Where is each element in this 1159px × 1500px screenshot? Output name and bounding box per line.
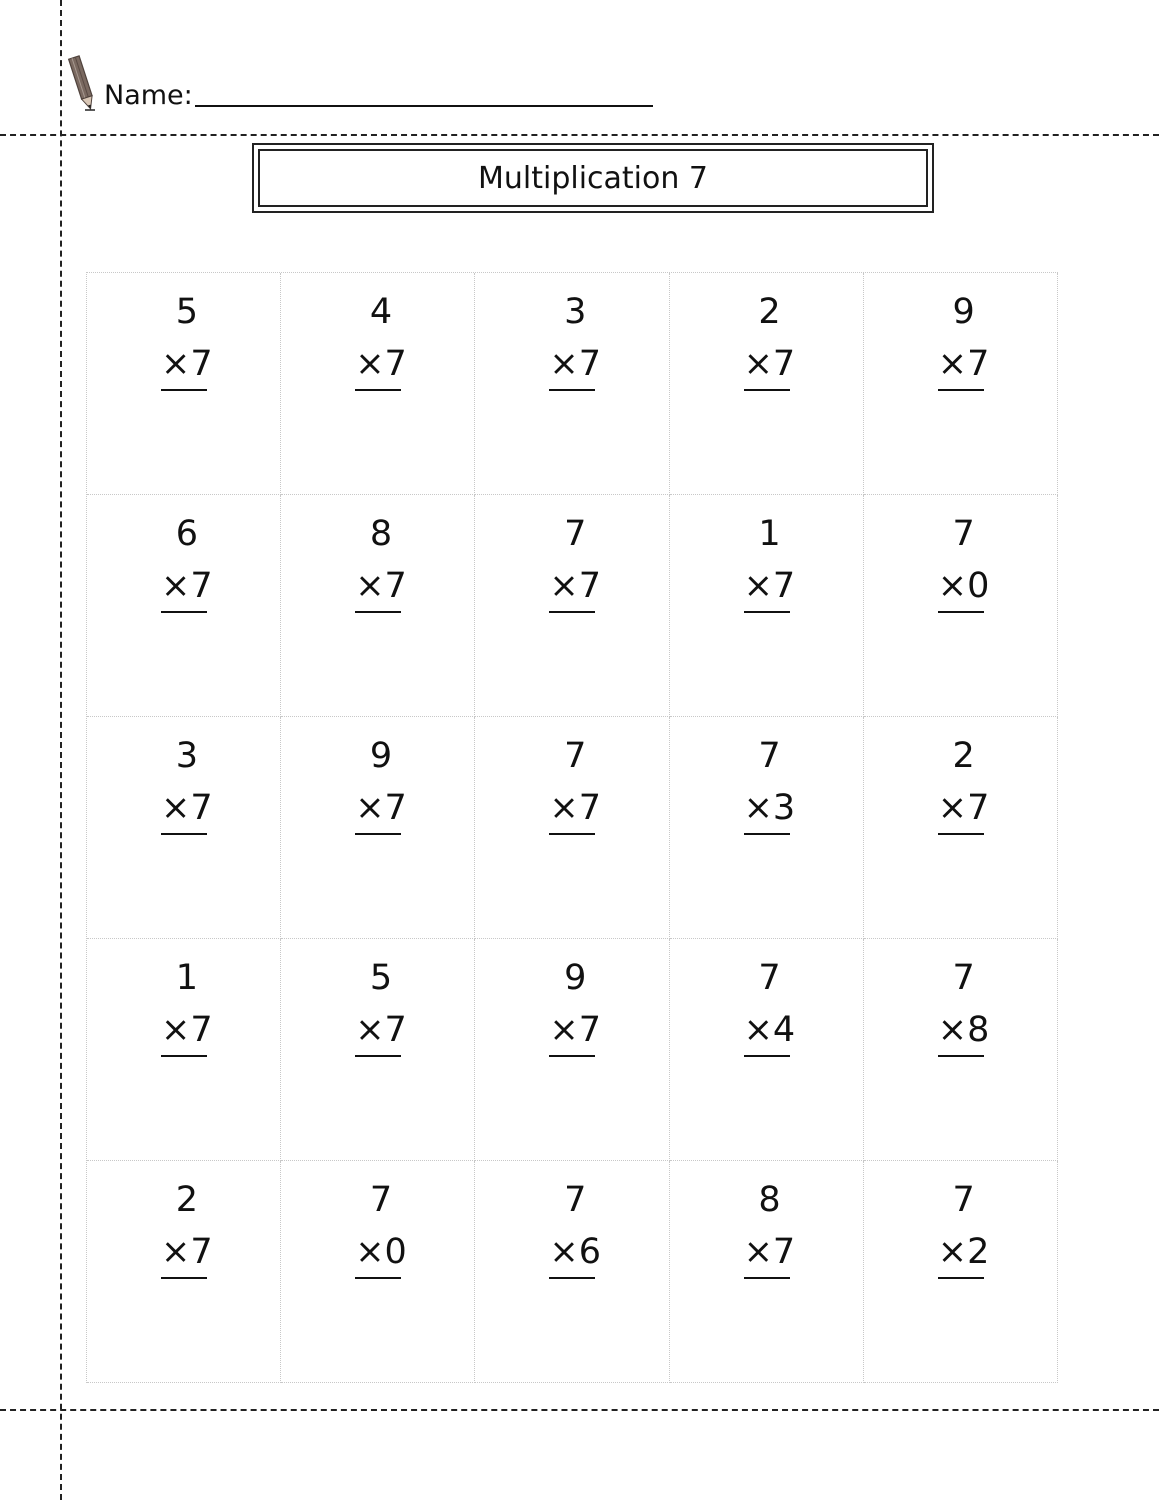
- bottom-cut-line: [0, 1409, 1159, 1411]
- problem-multiplier: ×7: [938, 339, 984, 391]
- pencil-icon: [66, 52, 100, 116]
- problem-multiplier: ×7: [549, 561, 595, 613]
- problem-multiplier: ×2: [938, 1227, 984, 1279]
- problem-cell[interactable]: [475, 1161, 669, 1383]
- problem-top-number: 7: [952, 958, 975, 998]
- problem-cell[interactable]: [670, 1161, 864, 1383]
- problem: [743, 285, 796, 391]
- problem-cell[interactable]: [87, 273, 281, 495]
- problem-top-number: 7: [564, 1180, 587, 1220]
- problem-top-number: 7: [952, 514, 975, 554]
- problem: [743, 951, 796, 1057]
- top-cut-line: [0, 134, 1159, 136]
- problem-top-number: 5: [369, 958, 393, 998]
- problem-top-number: 7: [369, 1180, 393, 1220]
- problem-cell[interactable]: [87, 939, 281, 1161]
- problem-multiplier: ×7: [549, 1005, 595, 1057]
- problem-top-number: 9: [564, 958, 587, 998]
- problem: [937, 285, 990, 391]
- problem-multiplier: ×7: [744, 339, 790, 391]
- problem-top-number: 2: [952, 736, 975, 776]
- problem-multiplier: ×7: [938, 783, 984, 835]
- problem-cell[interactable]: [281, 717, 475, 939]
- problem-top-number: 9: [952, 292, 975, 332]
- problem-cell[interactable]: [670, 939, 864, 1161]
- problem-top-number: 2: [758, 292, 781, 332]
- problem-cell[interactable]: [864, 939, 1058, 1161]
- name-write-line[interactable]: [195, 105, 653, 107]
- problem-cell[interactable]: [87, 495, 281, 717]
- problem-cell[interactable]: [864, 273, 1058, 495]
- problem-multiplier: ×7: [161, 339, 207, 391]
- problem-cell[interactable]: [475, 717, 669, 939]
- problem-top-number: 7: [758, 736, 781, 776]
- problem-cell[interactable]: [670, 717, 864, 939]
- problem: [355, 951, 407, 1057]
- problem-multiplier: ×7: [161, 783, 207, 835]
- problem-multiplier: ×7: [355, 1005, 401, 1057]
- problem-top-number: 5: [175, 292, 198, 332]
- problem: [937, 951, 990, 1057]
- problem: [937, 729, 990, 835]
- problem: [549, 285, 601, 391]
- problem: [743, 507, 796, 613]
- problem: [355, 1173, 407, 1279]
- problem: [549, 951, 601, 1057]
- problem-multiplier: ×7: [549, 339, 595, 391]
- vertical-cut-line: [60, 0, 62, 1500]
- problem-multiplier: ×6: [549, 1227, 595, 1279]
- problem: [549, 729, 601, 835]
- problem-multiplier: ×7: [355, 339, 401, 391]
- problem-multiplier: ×0: [355, 1227, 401, 1279]
- problem-top-number: 7: [564, 736, 587, 776]
- problem-top-number: 1: [758, 514, 781, 554]
- problem-top-number: 8: [758, 1180, 781, 1220]
- problem: [355, 729, 407, 835]
- problem: [937, 1173, 990, 1279]
- problem-top-number: 4: [369, 292, 393, 332]
- problem-cell[interactable]: [281, 1161, 475, 1383]
- problem-multiplier: ×7: [161, 1227, 207, 1279]
- problem-top-number: 8: [369, 514, 393, 554]
- problem-cell[interactable]: [87, 717, 281, 939]
- problem-cell[interactable]: [864, 1161, 1058, 1383]
- problem-multiplier: ×7: [161, 1005, 207, 1057]
- problem-cell[interactable]: [87, 1161, 281, 1383]
- problem-top-number: 9: [369, 736, 393, 776]
- problem-multiplier: ×0: [938, 561, 984, 613]
- problem-cell[interactable]: [670, 495, 864, 717]
- name-field[interactable]: [104, 82, 653, 109]
- problem-multiplier: ×7: [744, 1227, 790, 1279]
- problem-top-number: 2: [175, 1180, 198, 1220]
- problem-top-number: 1: [175, 958, 198, 998]
- problem-grid: [86, 272, 1058, 1383]
- problem-cell[interactable]: [281, 273, 475, 495]
- problem-cell[interactable]: [475, 495, 669, 717]
- title-box: [252, 143, 934, 213]
- problem-cell[interactable]: [475, 939, 669, 1161]
- problem-multiplier: ×8: [938, 1005, 984, 1057]
- problem-top-number: 6: [175, 514, 198, 554]
- problem: [549, 1173, 601, 1279]
- problem-multiplier: ×7: [355, 783, 401, 835]
- problem-cell[interactable]: [475, 273, 669, 495]
- problem-multiplier: ×3: [744, 783, 790, 835]
- problem-cell[interactable]: [670, 273, 864, 495]
- problem: [355, 285, 407, 391]
- problem: [161, 951, 213, 1057]
- problem: [937, 507, 990, 613]
- problem: [161, 285, 213, 391]
- problem-multiplier: ×7: [161, 561, 207, 613]
- problem-top-number: 3: [175, 736, 198, 776]
- problem-multiplier: ×7: [549, 783, 595, 835]
- problem-top-number: 7: [564, 514, 587, 554]
- problem: [161, 729, 213, 835]
- name-label: Name:: [104, 80, 193, 111]
- problem-multiplier: ×7: [355, 561, 401, 613]
- problem-multiplier: ×7: [744, 561, 790, 613]
- problem: [743, 1173, 796, 1279]
- problem-cell[interactable]: [864, 495, 1058, 717]
- problem-multiplier: ×4: [744, 1005, 790, 1057]
- problem-cell[interactable]: [281, 495, 475, 717]
- problem: [549, 507, 601, 613]
- problem: [161, 507, 213, 613]
- problem-cell[interactable]: [281, 939, 475, 1161]
- problem: [355, 507, 407, 613]
- problem-top-number: 3: [564, 292, 587, 332]
- problem-cell[interactable]: [864, 717, 1058, 939]
- problem-top-number: 7: [758, 958, 781, 998]
- problem-top-number: 7: [952, 1180, 975, 1220]
- problem: [161, 1173, 213, 1279]
- worksheet-title: Multiplication 7: [258, 149, 928, 207]
- problem: [743, 729, 796, 835]
